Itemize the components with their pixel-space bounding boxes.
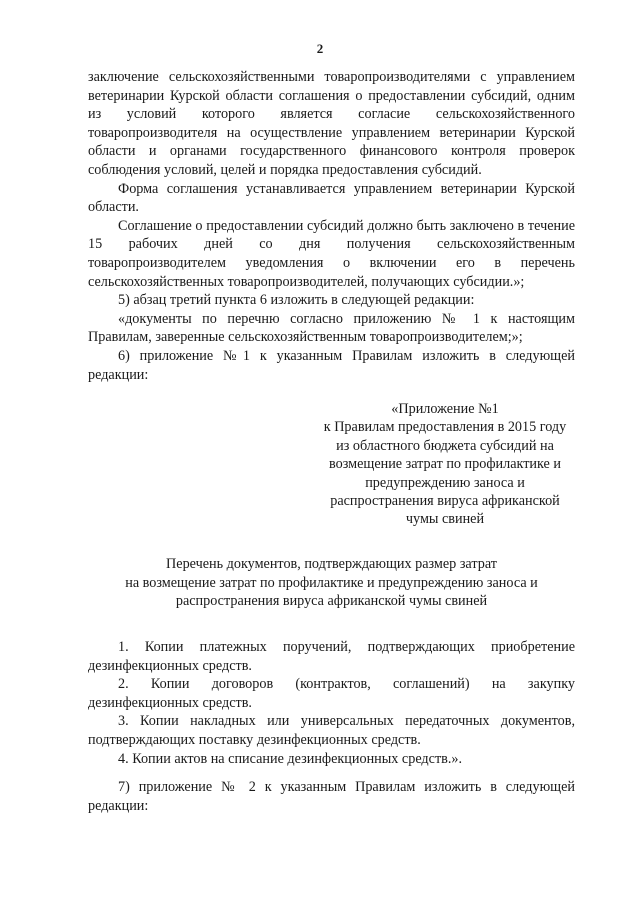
- paragraph-amendment-6: 6) приложение №1 к указанным Правилам изложить в следующей редакции:: [88, 347, 575, 383]
- paragraph-amendment-7: 7) приложение № 2 к указанным Правилам изложить в следующей редакции:: [88, 779, 575, 814]
- closing-section: [88, 778, 575, 815]
- page-number: 2: [316, 41, 324, 56]
- appendix-header: [304, 400, 586, 529]
- title-line: распространения вируса африканской чумы свиней: [175, 593, 488, 610]
- paragraph-amendment-5: 5) абзац третий пункта 6 изложить в следующей редакции:: [118, 292, 475, 309]
- documents-list: [88, 638, 575, 768]
- document-body: [88, 68, 575, 384]
- list-item: 3. Копии накладных или универсальных передаточных документов, подтверждающих поставку дезинфекционных средств.: [88, 713, 575, 748]
- list-item: 4. Копии актов на списание дезинфекционных средств.».: [118, 750, 463, 767]
- document-list-title: [88, 555, 575, 611]
- paragraph-agreement-deadline: Соглашение о предоставлении субсидий должно быть заключено в течение 15 рабочих дней со дня получения сельскохозяйственным товаропроизводителем уведомления о включении его в перечень сельскохозяйственных товаропроизводителей, получающих субсидии.»;: [88, 217, 575, 290]
- appendix-line: из областного бюджета субсидий на: [336, 437, 554, 454]
- title-line: на возмещение затрат по профилактике и предупреждению заноса и: [125, 574, 538, 591]
- title-line: Перечень документов, подтверждающих размер затрат: [166, 556, 497, 572]
- appendix-line: чумы свиней: [405, 511, 485, 528]
- paragraph-agreement-form: Форма соглашения устанавливается управлением ветеринарии Курской области.: [88, 180, 575, 216]
- appendix-line: к Правилам предоставления в 2015 году: [323, 419, 567, 436]
- appendix-line: возмещение затрат по профилактике и: [329, 456, 561, 473]
- paragraph-documents-list: «документы по перечню согласно приложению № 1 к настоящим Правилам, заверенные сельскохозяйственным товаропроизводителем;»;: [88, 310, 575, 346]
- appendix-line: предупреждению заноса и: [365, 474, 525, 491]
- appendix-line: «Приложение №1: [391, 401, 499, 417]
- appendix-line: распространения вируса африканской: [330, 493, 560, 510]
- list-item: 2. Копии договоров (контрактов, соглашений) на закупку дезинфекционных средств.: [88, 676, 575, 711]
- paragraph-agreement-condition: заключение сельскохозяйственными товаропроизводителями с управлением ветеринарии Курской области соглашения о предоставлении субсидий, одним из условий которого является согласие сельскохозяйственного товаропроизводителя на осуществление управлением ветеринарии Курской области и органами государственного финансового контроля проверок соблюдения условий, целей и порядка предоставления субсидий.: [88, 69, 575, 178]
- list-item: 1. Копии платежных поручений, подтверждающих приобретение дезинфекционных средств.: [88, 639, 575, 674]
